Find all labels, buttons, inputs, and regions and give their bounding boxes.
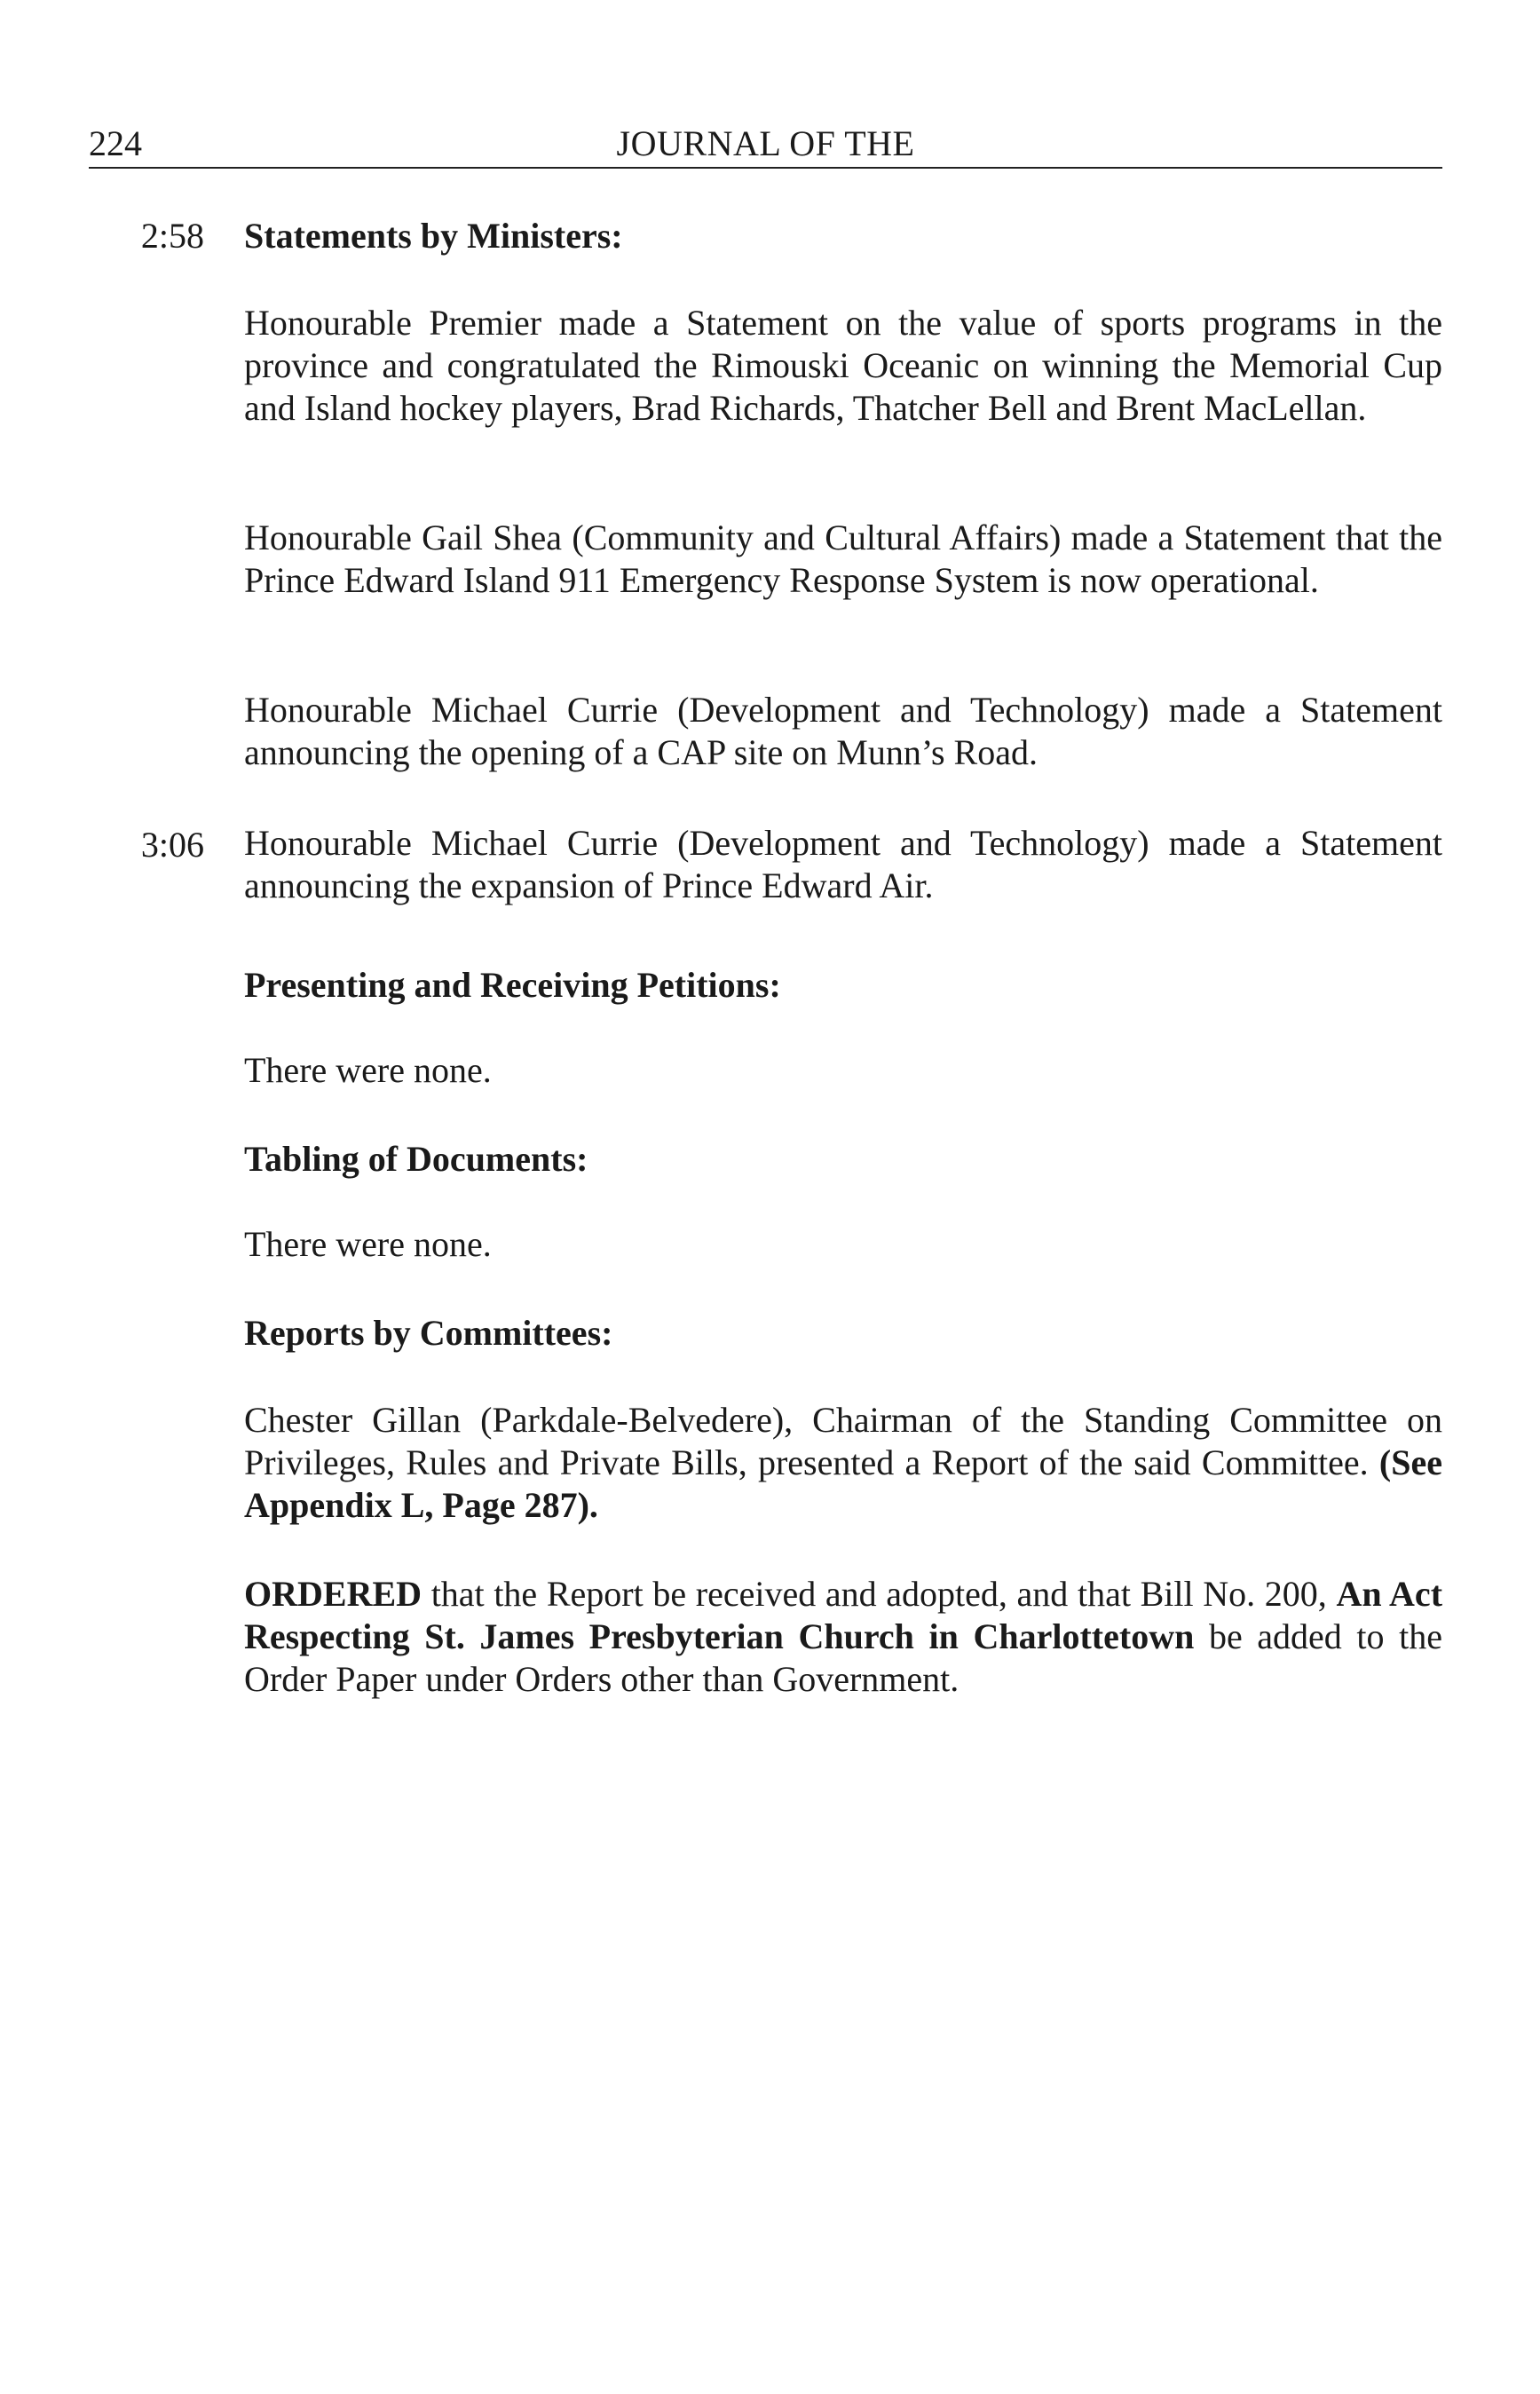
- page-number: 224: [89, 123, 142, 163]
- documents-heading: Tabling of Documents:: [244, 1139, 588, 1179]
- committee-report-paragraph: [244, 1399, 1442, 1527]
- documents-text: There were none.: [244, 1224, 492, 1264]
- time-stamp-306: 3:06: [140, 825, 204, 865]
- petitions-text: There were none.: [244, 1050, 492, 1090]
- statements-heading: Statements by Ministers:: [244, 216, 623, 256]
- ordered-text-2: be added to the Order Paper under Orders other than Government.: [244, 1616, 1442, 1699]
- currie-cap-statement: Honourable Michael Currie (Development and Technology) made a Statement announcing the opening of a CAP site on Munn’s Road.: [244, 690, 1442, 772]
- journal-title: JOURNAL OF THE: [616, 123, 915, 163]
- header-rule: [89, 167, 1442, 169]
- appendix-reference: (See Appendix L, Page 287).: [244, 1442, 1442, 1525]
- premier-statement: Honourable Premier made a Statement on the value of sports programs in the province and congratulated the Rimouski Oceanic on winning the Memorial Cup and Island hockey players, Brad Richards, Thatcher Bell and Brent MacLellan.: [244, 303, 1442, 428]
- committees-heading: Reports by Committees:: [244, 1313, 613, 1353]
- ordered-text-1: that the Report be received and adopted, and that Bill No. 200,: [430, 1574, 1327, 1614]
- committee-report-text: Chester Gillan (Parkdale-Belvedere), Chairman of the Standing Committee on Privileges, Rules and Private Bills, presented a Report of the said Committee.: [244, 1400, 1442, 1482]
- ordered-paragraph: [244, 1573, 1442, 1701]
- time-stamp-258: 2:58: [140, 216, 204, 256]
- currie-air-statement: Honourable Michael Currie (Development and Technology) made a Statement announcing the expansion of Prince Edward Air.: [244, 823, 1442, 905]
- bill-title: An Act Respecting St. James Presbyterian Church in Charlottetown: [244, 1574, 1443, 1656]
- petitions-heading: Presenting and Receiving Petitions:: [244, 965, 781, 1005]
- ordered-label: ORDERED: [244, 1574, 423, 1614]
- running-header: [89, 121, 1442, 167]
- shea-statement: Honourable Gail Shea (Community and Cultural Affairs) made a Statement that the Prince Edward Island 911 Emergency Response System is now operational.: [244, 518, 1442, 600]
